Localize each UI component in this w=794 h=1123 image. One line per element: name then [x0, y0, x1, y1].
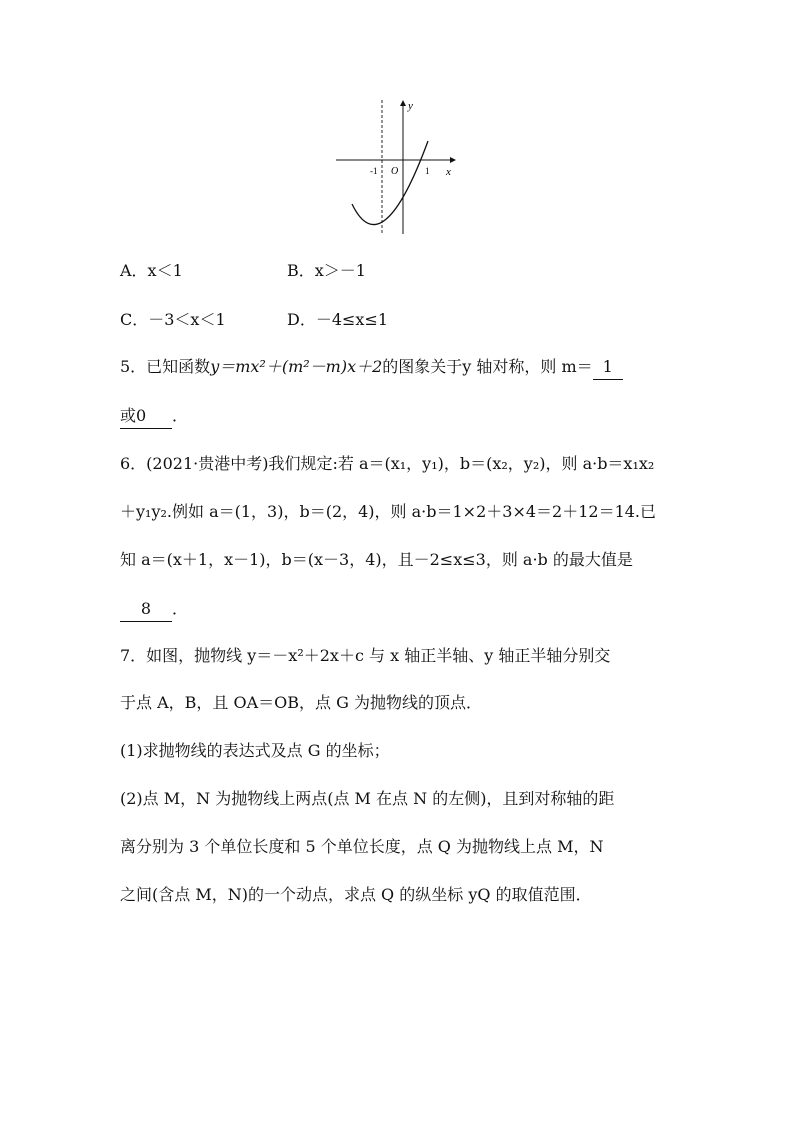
- q5-line2: [120, 404, 188, 429]
- q5-answer-blank-cont: 或0: [120, 404, 172, 429]
- q5-mid: 的图象关于y 轴对称，则 m＝: [382, 357, 593, 376]
- q7-part2-line3: 之间(含点 M，N)的一个动点，求点 Q 的纵坐标 yQ 的取值范围．: [120, 885, 592, 904]
- origin-label: O: [391, 166, 399, 177]
- q6-line1: 6．(2021·贵港中考)我们规定:若 a＝(x₁，y₁)，b＝(x₂，y₂)，则 a·b＝x₁x₂: [120, 454, 655, 473]
- q7-part2-line2: 离分别为 3 个单位长度和 5 个单位长度，点 Q 为抛物线上点 M，N: [120, 837, 604, 856]
- q7-line1: 7．如图，抛物线 y＝－x²＋2x＋c 与 x 轴正半轴、y 轴正半轴分别交: [120, 646, 611, 665]
- q5-answer-blank: 1: [593, 355, 623, 380]
- q7-part2-line1: (2)点 M，N 为抛物线上两点(点 M 在点 N 的左侧)，且到对称轴的距: [120, 789, 615, 808]
- q5-end: ．: [172, 406, 189, 425]
- q6-line2: ＋y₁y₂.例如 a＝(1，3)，b＝(2，4)，则 a·b＝1×2＋3×4＝2＋12＝14.已: [120, 502, 657, 521]
- q5-function: y＝mx²＋(m²－m)x＋2: [210, 357, 383, 376]
- option-c: C．－3＜x＜1: [120, 310, 226, 329]
- tick-pos1-label: 1: [425, 166, 430, 176]
- parabola-curve: [352, 141, 428, 225]
- q5-prefix: 5．已知函数: [120, 357, 211, 376]
- q7-line2: 于点 A，B，且 OA＝OB，点 G 为抛物线的顶点．: [120, 693, 482, 712]
- y-label: y: [408, 100, 413, 112]
- q6-answer-blank: 8: [120, 597, 172, 622]
- option-b: B．x＞－1: [287, 261, 366, 280]
- q6-line4: [120, 597, 188, 622]
- q7-part1: (1)求抛物线的表达式及点 G 的坐标；: [120, 741, 390, 760]
- x-label: x: [446, 166, 451, 178]
- q6-end: ．: [172, 599, 189, 618]
- parabola-figure: [332, 96, 462, 242]
- q6-line3: 知 a＝(x＋1，x－1)，b＝(x－3，4)，且－2≤x≤3，则 a·b 的最大值是: [120, 550, 633, 569]
- option-d: D．－4≤x≤1: [287, 310, 389, 329]
- option-a: A．x＜1: [120, 261, 183, 280]
- q5-line1: [120, 355, 623, 380]
- tick-neg1-label: -1: [370, 166, 378, 176]
